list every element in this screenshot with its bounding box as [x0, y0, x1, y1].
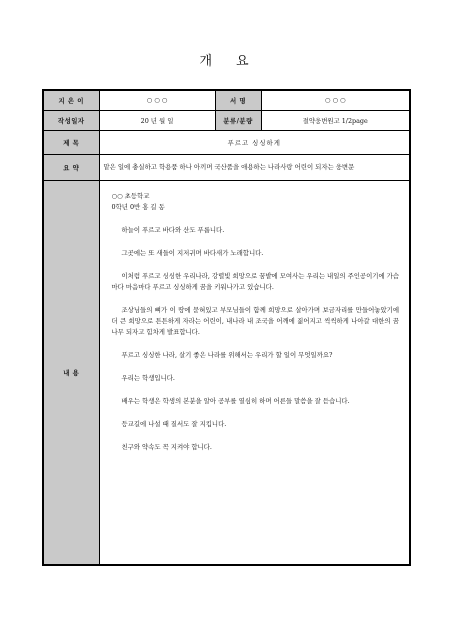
author-row — [43, 90, 410, 110]
content-paragraph: 푸르고 싱싱한 나라, 살기 좋은 나라를 위해서는 우리가 할 일이 무엇일까요? — [121, 350, 333, 359]
content-paragraph: 그곳에는 또 새들이 지저귀며 바다새가 노래합니다. — [121, 248, 264, 257]
content-body — [99, 180, 410, 565]
subject-value: 푸르고 싱싱하게 — [99, 130, 410, 154]
content-paragraph: 이처럼 푸르고 싱싱한 우리나라, 강렬빛 희망으로 꿈밭에 모여사는 우리는 내일의 주인공이기에 가슴마다 마음마다 푸르고 싱싱하게 꿈을 키워나가고 있습니다. — [111, 271, 399, 291]
date-label: 작성일자 — [43, 110, 99, 130]
summary-row — [43, 154, 410, 180]
content-paragraph: 조상님들의 뼈가 이 땅에 묻혀있고 부모님들이 함께 희망으로 살아가며 보금자리를 만들어놓았기에 더 큰 희망으로 튼튼하게 자라는 어린이, 내나라 내 조국을 어깨에 짊어지고 씩씩하게 나아갈 대한의 꿈나무 되자고 힘차게 발표합니다. — [111, 305, 399, 336]
signature-value: ○ ○ ○ — [261, 90, 410, 110]
overview-form-table — [42, 89, 411, 566]
content-school: ○○ 초등학교 — [111, 191, 150, 200]
date-value: 20 년 월 일 — [99, 110, 215, 130]
content-student: 0학년 0반 홍 길 동 — [111, 202, 165, 211]
date-row — [43, 110, 410, 130]
content-row — [43, 180, 410, 565]
category-value: 절약웅변원고 1/2page — [261, 110, 410, 130]
title-char-2: 요 — [236, 54, 251, 69]
subject-row — [43, 130, 410, 154]
content-paragraph: 배우는 학생은 학생의 본분을 알아 공부를 열심히 하며 어른들 말씀을 잘 듣습니다. — [121, 396, 350, 405]
category-label: 분류/분량 — [215, 110, 261, 130]
author-label: 지 은 이 — [43, 90, 99, 110]
content-label: 내 용 — [43, 180, 99, 565]
summary-value: 맡은 일에 충실하고 학용품 하나 아끼며 국산품을 애용하는 나라사랑 어린이 되자는 웅변문 — [99, 154, 410, 180]
content-paragraph: 등교길에 나설 때 질서도 잘 지킵니다. — [121, 419, 227, 428]
title-char-1: 개 — [199, 54, 214, 69]
summary-label: 요 약 — [43, 154, 99, 180]
signature-label: 서 명 — [215, 90, 261, 110]
subject-label: 제 목 — [43, 130, 99, 154]
document-title — [0, 50, 450, 69]
content-paragraph: 친구와 약속도 꼭 지켜야 합니다. — [121, 442, 212, 451]
author-value: ○ ○ ○ — [99, 90, 215, 110]
content-paragraph: 우리는 학생입니다. — [121, 373, 175, 382]
content-paragraph: 하늘이 푸르고 바다와 산도 푸릅니다. — [121, 225, 225, 234]
